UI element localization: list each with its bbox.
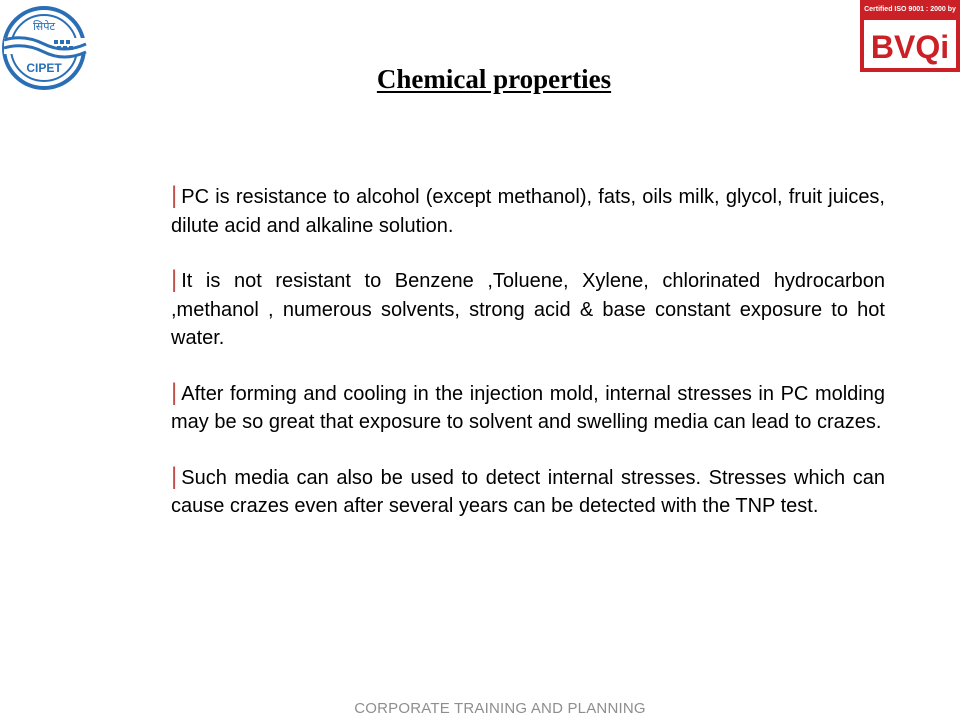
bullet-list [171,182,885,547]
bullet-item [171,182,885,240]
bullet-item [171,379,885,437]
bullet-marker: | [171,266,178,293]
svg-text:Certified ISO 9001 : 2000 by: Certified ISO 9001 : 2000 by [864,6,956,13]
svg-text:BVQi: BVQi [870,29,950,65]
bullet-text: After forming and cooling in the injection mold, internal stresses in PC molding may be so great that exposure to solvent and swelling media can lead to crazes. [171,382,885,433]
bvqi-logo-graphic [860,0,960,72]
bullet-item [171,266,885,353]
bullet-text: Such media can also be used to detect internal stresses. Stresses which can cause crazes even after several years can be detected with the TNP test. [171,466,885,517]
svg-text:सिपेट: सिपेट [32,20,56,33]
bullet-item [171,463,885,521]
svg-text:CIPET: CIPET [26,61,62,75]
bullet-marker: | [171,462,178,490]
bullet-text: PC is resistance to alcohol (except methanol), fats, oils milk, glycol, fruit juices, dilute acid and alkaline solution. [171,186,885,237]
page-title: Chemical properties [376,64,612,94]
bullet-text: It is not resistant to Benzene ,Toluene, Xylene, chlorinated hydrocarbon ,methanol , numerous solvents, strong acid & base constant exposure to hot water. [171,270,885,349]
bvqi-logo [860,0,960,72]
bullet-marker: | [171,182,178,209]
footer-text: CORPORATE TRAINING AND PLANNING [354,700,646,717]
bullet-marker: | [171,378,178,406]
